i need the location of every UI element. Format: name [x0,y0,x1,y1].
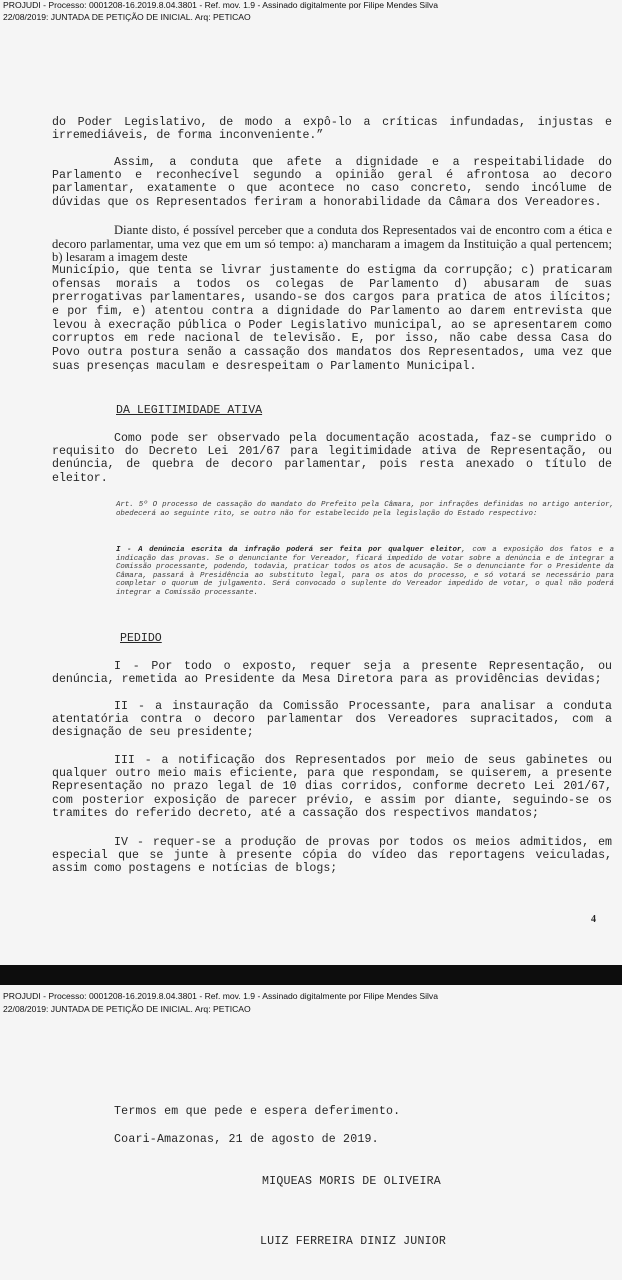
request-item-2: II - a instauração da Comissão Processante, para analisar a conduta atentatória contra o decoro parlamentar dos Vereadores supracitados, com a designação de seu presidente; [52,700,612,740]
quote-inciso-i-bold: I - A denúncia escrita da infração poderá ser feita por qualquer eleitor [116,546,462,554]
page-number: 4 [591,914,596,925]
heading-pedido: PEDIDO [120,632,162,645]
projudi-header-line-2: 22/08/2019: JUNTADA DE PETIÇÃO DE INICIAL. Arq: PETICAO [3,12,251,22]
signatory-1: MIQUEAS MORIS DE OLIVEIRA [262,1175,441,1188]
request-item-1: I - Por todo o exposto, requer seja a presente Representação, ou denúncia, remetida ao Presidente da Mesa Diretora para as providências devidas; [52,660,612,687]
page-separator [0,965,622,985]
paragraph-conduta: Assim, a conduta que afete a dignidade e a respeitabilidade do Parlamento e reconhecível segundo a opinião geral é afrontosa ao decoro parlamentar, exatamente o que acontece no caso concreto, sendo incólume de dúvidas que os Representados feriram a honorabilidade da Câmara dos Vereadores. [52,156,612,209]
projudi-header-line-1: PROJUDI - Processo: 0001208-16.2019.8.04.3801 - Ref. mov. 1.9 - Assinado digitalmente por Filipe Mendes Silva [3,0,439,10]
paragraph-poder-legislativo: do Poder Legislativo, de modo a expô-lo a críticas infundadas, injustas e irremediáveis, de forma inconveniente.” [52,116,612,143]
paragraph-diante-disto-a: Diante disto, é possível perceber que a conduta dos Representados vai de encontro com a ética e decoro parlamentar, uma vez que em um só tempo: a) mancharam a imagem da Instituição a qual pertencem; b) lesaram a imagem deste [52,223,612,265]
signatory-2: LUIZ FERREIRA DINIZ JUNIOR [260,1235,447,1248]
closing-statement: Termos em que pede e espera deferimento. [114,1105,401,1118]
paragraph-diante-disto-b: Município, que tenta se livrar justamente do estigma da corrupção; c) praticaram ofensas morais a todos os colegas de Parlamento d) abusaram de suas prerrogativas parlamentares, usando-se dos cargos para pratica de atos ilícitos; e por fim, e) atentou contra a dignidade do Parlamento ao darem entrevista que levou à execração pública o Poder Legislativo municipal, ao se apresentarem como corruptos em rede nacional de televisão. E, por isso, não cabe dessa Casa do Povo outra postura senão a cassação dos mandatos dos Representados, uma vez que suas presenças maculam e desrespeitam o Parlamento Municipal. [52,264,612,373]
paragraph-legitimidade: Como pode ser observado pela documentação acostada, faz-se cumprido o requisito do Decreto Lei 201/67 para legitimidade ativa de Representação, ou denúncia, de quebra de decoro parlamentar, pois resta anexado o título de eleitor. [52,432,612,485]
quote-art-5: Art. 5º O processo de cassação do mandato do Prefeito pela Câmara, por infrações definidas no artigo anterior, obedecerá ao seguinte rito, se outro não for estabelecido pela legislação do Estado respectivo: [116,501,614,518]
projudi-header-line-2: 22/08/2019: JUNTADA DE PETIÇÃO DE INICIAL. Arq: PETICAO [3,1004,251,1014]
document-page-2 [0,985,622,1280]
place-and-date: Coari-Amazonas, 21 de agosto de 2019. [114,1133,379,1146]
request-item-3: III - a notificação dos Representados por meio de seus gabinetes ou qualquer outro meio mais eficiente, para que respondam, se quiserem, a presente Representação no prazo legal de 10 dias corridos, conforme decreto Lei 201/67, com posterior exposição de parecer prévio, e assim por diante, seguindo-se os tramites do referido decreto, até a cassação dos respectivos mandatos; [52,754,612,820]
projudi-header-line-1: PROJUDI - Processo: 0001208-16.2019.8.04.3801 - Ref. mov. 1.9 - Assinado digitalmente por Filipe Mendes Silva [3,991,439,1001]
request-item-4: IV - requer-se a produção de provas por todos os meios admitidos, em especial que se junte à presente cópia do vídeo das reportagens veiculadas, assim como postagens e notícias de blogs; [52,836,612,876]
quote-inciso-i: I - A denúncia escrita da infração poderá ser feita por qualquer eleitor, com a exposição dos fatos e a indicação das provas. Se o denunciante for Vereador, ficará impedido de votar sobre a denúncia e de integrar a Comissão processante, podendo, todavia, praticar todos os atos de acusação. Se o denunciante for o Presidente da Câmara, passará à Presidência ao substituto legal, para os atos do processo, e só votará se necessário para completar o quorum de julgamento. Será convocado o suplente do Vereador impedido de votar, o qual não poderá integrar a Comissão processante. [116,546,615,597]
heading-legitimidade-ativa: DA LEGITIMIDADE ATIVA [116,404,263,417]
